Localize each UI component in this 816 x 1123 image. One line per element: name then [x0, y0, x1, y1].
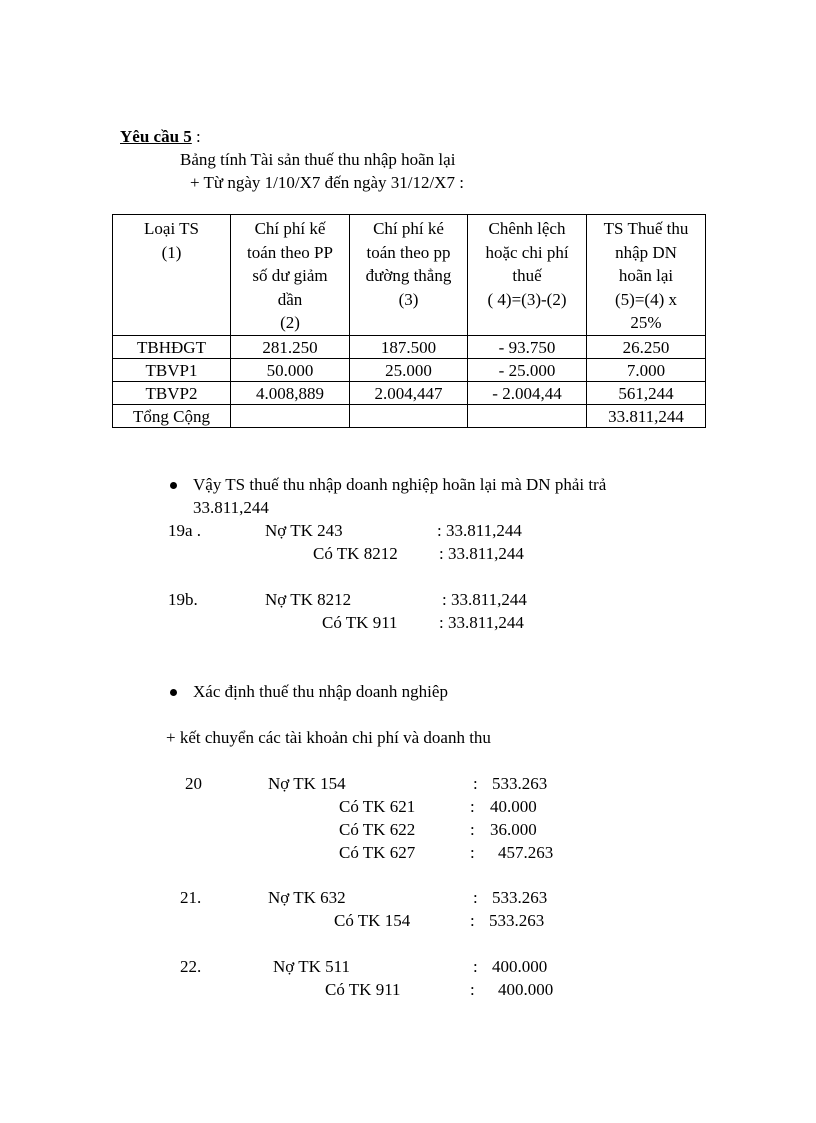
empty-cell — [231, 404, 350, 427]
debit-amount: 400.000 — [492, 957, 548, 976]
credit-amount: : 33.811,244 — [439, 613, 524, 632]
debit-amount: : 33.811,244 — [437, 521, 522, 540]
empty-cell — [468, 404, 587, 427]
colon: : — [470, 980, 475, 999]
table-row — [113, 358, 706, 381]
debit-account: Nợ TK 8212 — [265, 590, 352, 609]
header-deferred-tax-asset: TS Thuế thu nhập DN hoãn lại (5)=(4) x 25% — [587, 215, 706, 336]
period-label: + Từ ngày 1/10/X7 đến ngày 31/12/X7 : — [190, 173, 464, 192]
cell-straight: 2.004,447 — [350, 381, 468, 404]
debit-account: Nợ TK 632 — [268, 888, 346, 907]
cell-asset: TBVP1 — [113, 358, 231, 381]
bullet-icon — [170, 689, 177, 696]
cell-straight: 187.500 — [350, 335, 468, 358]
colon: : — [473, 888, 478, 907]
credit-account: Có TK 8212 — [313, 544, 398, 563]
credit-amount: : 33.811,244 — [439, 544, 524, 563]
credit-account: Có TK 911 — [322, 613, 398, 632]
total-value: 33.811,244 — [587, 404, 706, 427]
total-label: Tổng Cộng — [113, 404, 231, 427]
cell-declining: 4.008,889 — [231, 381, 350, 404]
section-heading: Yêu cầu 5 : — [120, 127, 201, 146]
empty-cell — [350, 404, 468, 427]
conclusion-amount: 33.811,244 — [193, 498, 269, 517]
entry-number: 19a . — [168, 521, 202, 540]
deferred-tax-table — [112, 214, 706, 428]
cell-tax-asset: 7.000 — [587, 358, 706, 381]
table-total-row — [113, 404, 706, 427]
cell-declining: 50.000 — [231, 358, 350, 381]
cell-asset: TBVP2 — [113, 381, 231, 404]
cell-tax-asset: 561,244 — [587, 381, 706, 404]
entry-number: 20 — [185, 774, 202, 793]
credit-account: Có TK 911 — [325, 980, 401, 999]
credit-amount: 40.000 — [490, 797, 537, 816]
table-header-row — [113, 215, 706, 336]
debit-amount: : 33.811,244 — [442, 590, 527, 609]
tax-determination-label: Xác định thuế thu nhập doanh nghiêp — [193, 682, 448, 701]
colon: : — [470, 820, 475, 839]
transfer-note: + kết chuyển các tài khoản chi phí và doanh thu — [166, 728, 491, 747]
entry-number: 22. — [180, 957, 202, 976]
entry-number: 21. — [180, 888, 202, 907]
colon: : — [473, 957, 478, 976]
credit-amount: 457.263 — [498, 843, 554, 862]
colon: : — [470, 797, 475, 816]
header-asset-type: Loại TS (1) — [113, 215, 231, 336]
table-subtitle: Bảng tính Tài sản thuế thu nhập hoãn lại — [180, 150, 456, 169]
table-row — [113, 335, 706, 358]
header-straight-line: Chí phí ké toán theo pp đường thẳng (3) — [350, 215, 468, 336]
debit-account: Nợ TK 511 — [273, 957, 350, 976]
colon: : — [470, 911, 475, 930]
cell-difference: - 2.004,44 — [468, 381, 587, 404]
debit-account: Nợ TK 154 — [268, 774, 346, 793]
bullet-icon — [170, 482, 177, 489]
conclusion-line: Vậy TS thuế thu nhập doanh nghiệp hoãn lại mà DN phải trả — [193, 475, 607, 494]
cell-declining: 281.250 — [231, 335, 350, 358]
cell-asset: TBHĐGT — [113, 335, 231, 358]
table-row — [113, 381, 706, 404]
credit-account: Có TK 627 — [339, 843, 416, 862]
header-declining-balance: Chí phí kế toán theo PP số dư giảm dần (2) — [231, 215, 350, 336]
credit-account: Có TK 154 — [334, 911, 411, 930]
cell-difference: - 93.750 — [468, 335, 587, 358]
debit-account: Nợ TK 243 — [265, 521, 343, 540]
credit-account: Có TK 622 — [339, 820, 416, 839]
cell-tax-asset: 26.250 — [587, 335, 706, 358]
cell-straight: 25.000 — [350, 358, 468, 381]
colon: : — [470, 843, 475, 862]
entry-number: 19b. — [168, 590, 198, 609]
credit-amount: 400.000 — [498, 980, 554, 999]
credit-amount: 533.263 — [489, 911, 545, 930]
cell-difference: - 25.000 — [468, 358, 587, 381]
header-difference: Chênh lệch hoặc chi phí thuế ( 4)=(3)-(2) — [468, 215, 587, 336]
debit-amount: 533.263 — [492, 888, 548, 907]
credit-amount: 36.000 — [490, 820, 537, 839]
colon: : — [473, 774, 478, 793]
debit-amount: 533.263 — [492, 774, 548, 793]
credit-account: Có TK 621 — [339, 797, 416, 816]
